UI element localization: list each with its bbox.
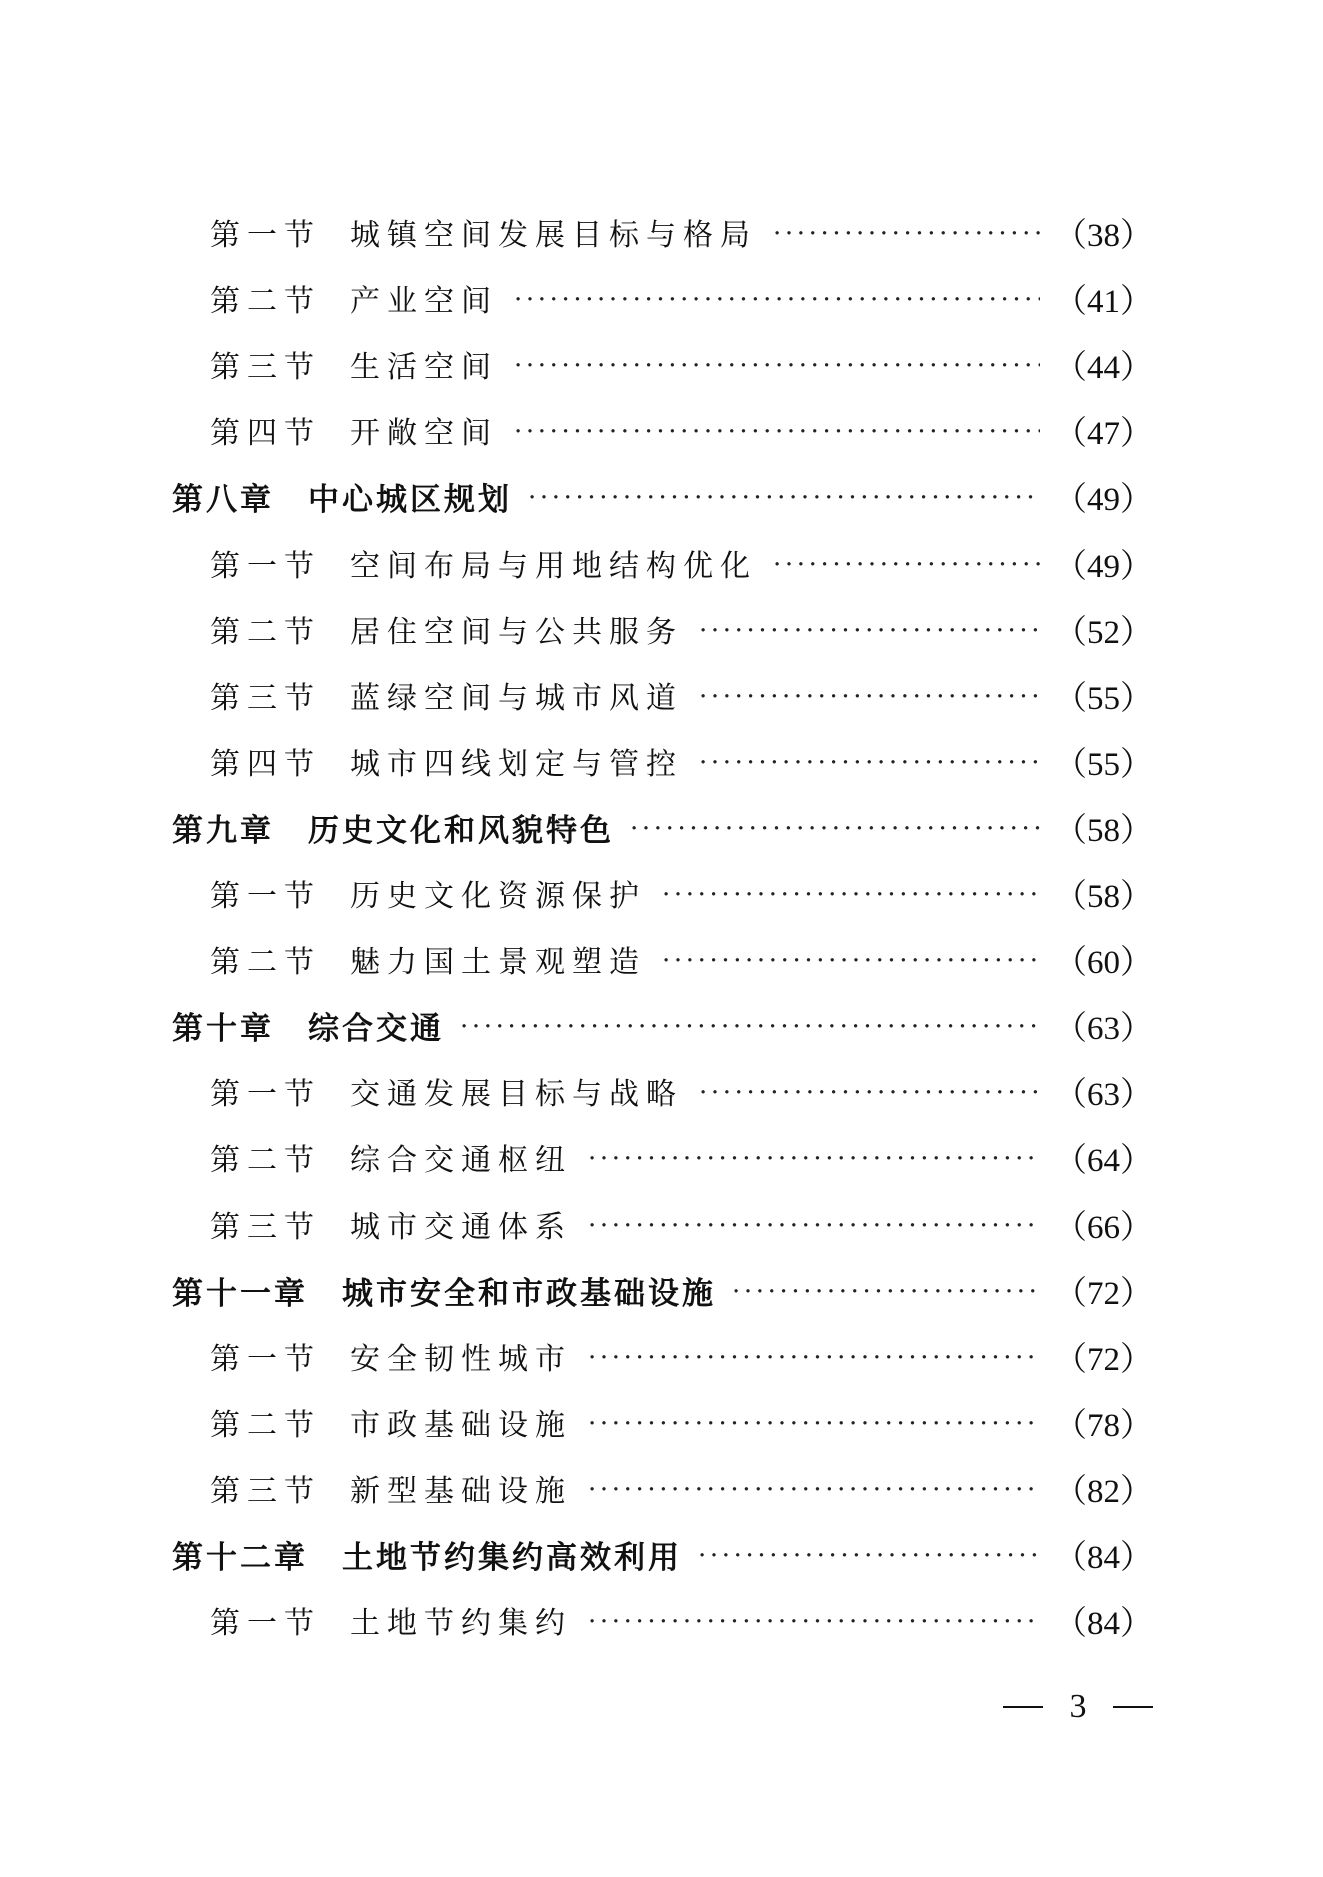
- section-title: 开敞空间: [350, 416, 498, 451]
- dot-leader: [514, 287, 1040, 313]
- toc-section-entry: [0, 208, 1323, 256]
- dot-leader: [588, 1609, 1040, 1635]
- section-title: 综合交通枢纽: [350, 1143, 572, 1178]
- page-reference: （84）: [1054, 1605, 1153, 1642]
- section-number: 第一节: [210, 549, 321, 584]
- page-reference: （84）: [1054, 1539, 1153, 1576]
- section-number: 第二节: [210, 284, 321, 319]
- page-footer: [1003, 1685, 1153, 1729]
- section-title: 产业空间: [350, 284, 498, 319]
- section-number: 第三节: [210, 350, 321, 385]
- dot-leader: [588, 1345, 1040, 1371]
- page-reference: （52）: [1054, 614, 1153, 651]
- page-reference: （63）: [1054, 1010, 1153, 1047]
- footer-right-dash: [1113, 1706, 1153, 1708]
- dot-leader: [662, 948, 1040, 974]
- chapter-number: 第十章: [172, 1010, 274, 1047]
- section-title: 居住空间与公共服务: [350, 615, 683, 650]
- dot-leader: [662, 882, 1040, 908]
- chapter-title: 中心城区规划: [308, 481, 512, 518]
- section-number: 第一节: [210, 1606, 321, 1641]
- toc-section-entry: [0, 274, 1323, 322]
- toc-section-entry: [0, 935, 1323, 983]
- dot-leader: [699, 1080, 1040, 1106]
- chapter-title: 土地节约集约高效利用: [342, 1539, 682, 1576]
- page-reference: （55）: [1054, 680, 1153, 717]
- section-number: 第四节: [210, 416, 321, 451]
- page-reference: （72）: [1054, 1341, 1153, 1378]
- toc-section-entry: [0, 737, 1323, 785]
- toc-chapter-entry: [0, 803, 1323, 851]
- dot-leader: [699, 618, 1040, 644]
- section-number: 第三节: [210, 1474, 321, 1509]
- toc-section-entry: [0, 539, 1323, 587]
- section-number: 第一节: [210, 879, 321, 914]
- dot-leader: [528, 485, 1040, 511]
- toc-section-entry: [0, 406, 1323, 454]
- page-reference: （55）: [1054, 746, 1153, 783]
- dot-leader: [460, 1014, 1040, 1040]
- dot-leader: [588, 1213, 1040, 1239]
- dot-leader: [588, 1411, 1040, 1437]
- section-number: 第三节: [210, 1210, 321, 1245]
- section-number: 第四节: [210, 747, 321, 782]
- toc-section-entry: [0, 869, 1323, 917]
- section-number: 第二节: [210, 615, 321, 650]
- toc-section-entry: [0, 1067, 1323, 1115]
- toc-chapter-entry: [0, 472, 1323, 520]
- dot-leader: [588, 1146, 1040, 1172]
- toc-section-entry: [0, 340, 1323, 388]
- section-title: 安全韧性城市: [350, 1342, 572, 1377]
- section-title: 空间布局与用地结构优化: [350, 549, 757, 584]
- dot-leader: [698, 1543, 1040, 1569]
- section-number: 第二节: [210, 1143, 321, 1178]
- chapter-number: 第十一章: [172, 1275, 308, 1312]
- page-reference: （78）: [1054, 1407, 1153, 1444]
- section-title: 土地节约集约: [350, 1606, 572, 1641]
- section-title: 城镇空间发展目标与格局: [350, 218, 757, 253]
- toc-section-entry: [0, 1464, 1323, 1512]
- section-number: 第三节: [210, 681, 321, 716]
- page-reference: （44）: [1054, 349, 1153, 386]
- toc-section-entry: [0, 1398, 1323, 1446]
- section-title: 城市交通体系: [350, 1210, 572, 1245]
- section-number: 第二节: [210, 945, 321, 980]
- section-title: 城市四线划定与管控: [350, 747, 683, 782]
- dot-leader: [514, 419, 1040, 445]
- page-reference: （58）: [1054, 878, 1153, 915]
- page-reference: （49）: [1054, 481, 1153, 518]
- page-reference: （47）: [1054, 415, 1153, 452]
- section-title: 市政基础设施: [350, 1408, 572, 1443]
- toc-section-entry: [0, 1332, 1323, 1380]
- section-number: 第一节: [210, 218, 321, 253]
- page-reference: （64）: [1054, 1142, 1153, 1179]
- dot-leader: [588, 1477, 1040, 1503]
- footer-left-dash: [1003, 1706, 1043, 1708]
- section-number: 第一节: [210, 1342, 321, 1377]
- section-title: 交通发展目标与战略: [350, 1077, 683, 1112]
- chapter-number: 第九章: [172, 812, 274, 849]
- toc-section-entry: [0, 671, 1323, 719]
- dot-leader: [699, 684, 1040, 710]
- chapter-title: 城市安全和市政基础设施: [342, 1275, 716, 1312]
- dot-leader: [773, 552, 1040, 578]
- dot-leader: [773, 221, 1040, 247]
- page-reference: （60）: [1054, 944, 1153, 981]
- dot-leader: [514, 353, 1040, 379]
- dot-leader: [630, 816, 1040, 842]
- section-number: 第二节: [210, 1408, 321, 1443]
- page-reference: （63）: [1054, 1076, 1153, 1113]
- chapter-number: 第八章: [172, 481, 274, 518]
- section-title: 生活空间: [350, 350, 498, 385]
- section-title: 蓝绿空间与城市风道: [350, 681, 683, 716]
- section-number: 第一节: [210, 1077, 321, 1112]
- page-reference: （58）: [1054, 812, 1153, 849]
- chapter-number: 第十二章: [172, 1539, 308, 1576]
- page-number: 3: [1069, 1688, 1087, 1725]
- page-reference: （66）: [1054, 1209, 1153, 1246]
- toc-section-entry: [0, 605, 1323, 653]
- page-reference: （38）: [1054, 217, 1153, 254]
- toc-chapter-entry: [0, 1001, 1323, 1049]
- chapter-title: 历史文化和风貌特色: [308, 812, 614, 849]
- page-reference: （49）: [1054, 548, 1153, 585]
- dot-leader: [732, 1279, 1040, 1305]
- toc-section-entry: [0, 1200, 1323, 1248]
- dot-leader: [699, 750, 1040, 776]
- toc-chapter-entry: [0, 1530, 1323, 1578]
- section-title: 历史文化资源保护: [350, 879, 646, 914]
- chapter-title: 综合交通: [308, 1010, 444, 1047]
- toc-chapter-entry: [0, 1266, 1323, 1314]
- section-title: 新型基础设施: [350, 1474, 572, 1509]
- page-reference: （82）: [1054, 1473, 1153, 1510]
- toc-section-entry: [0, 1133, 1323, 1181]
- toc-section-entry: [0, 1596, 1323, 1644]
- section-title: 魅力国土景观塑造: [350, 945, 646, 980]
- page-reference: （41）: [1054, 283, 1153, 320]
- page-reference: （72）: [1054, 1275, 1153, 1312]
